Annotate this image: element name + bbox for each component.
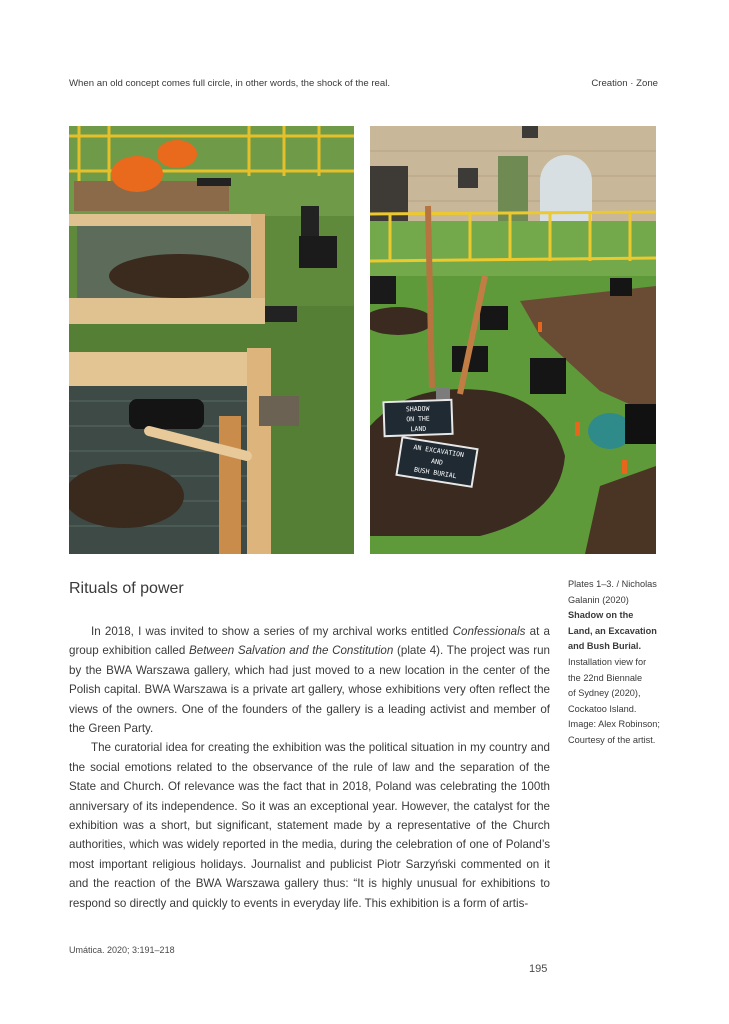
sign1-line2: ON THE [406,414,430,424]
text-run: (plate 4). The project was run by the BWA Warszawa gallery, which had just moved to a new location in the center of the Polish capital. BWA Warszawa is a private art gallery, whose exhibitions very often reflect the views of the owners. One of the founders of the gallery is a leading activist and member of the Green Party. [69,644,550,736]
caption-line: Installation view for [568,656,647,667]
sign2-line3: BUSH BURIAL [413,465,458,481]
caption-line: Image: Alex Robinson; [568,719,660,730]
sign2-line2: AND [430,457,444,467]
body-text [69,622,550,913]
paragraph [69,622,550,738]
text-run: at a group exhibition called [69,625,550,658]
photo-excavation-site [370,126,656,554]
caption-work-title: Land, an Excavation [568,625,657,636]
caption-line: of Sydney (2020), [568,688,641,699]
section-heading: Rituals of power [69,580,184,597]
figure-caption [568,577,678,749]
footer-journal-citation: Umática. 2020; 3:191–218 [69,945,175,955]
sign1-line1: SHADOW [405,404,430,414]
caption-line: Cockatoo Island. [568,703,637,714]
text-run: In 2018, I was invited to show a series of my archival works entitled [91,625,453,638]
sign-shadow-on-the-land [382,399,453,437]
text-run-italic: Between Salvation and the Constitution [189,644,394,658]
paragraph: The curatorial idea for creating the exhibition was the political situation in my country and the social emotions related to the observance of the rule of law and the separation of the State and Church. Of relevance was the fact that in 2018, Poland was celebrating the 100th anniversary of its independence. So it was an exceptional year. However, the catalyst for the exhibition was a short, but significant, statement made by a representative of the Church authorities, which was widely reported in the media, during the celebration of one of Poland’s most important religious holidays. Journalist and publicist Piotr Sarzyński commented on it and the reaction of the BWA Warszawa gallery thus: “It is highly unusual for exhibitions to respond so directly and quickly to events in everyday life. This exhibition is a form of artis- [69,741,550,910]
header-section-name: Creation · Zone [591,78,658,89]
text-run-italic: Confessionals [452,625,526,638]
sieve-tables-icon [69,126,354,554]
header-article-title: When an old concept comes full circle, in other words, the shock of the real. [69,78,391,89]
caption-work-title: Shadow on the [568,610,634,621]
caption-line: Plates 1–3. / Nicholas [568,579,657,589]
caption-line: Courtesy of the artist. [568,734,656,745]
caption-work-title: and Bush Burial. [568,641,641,652]
caption-line: the 22nd Biennale [568,672,643,683]
caption-line: Galanin (2020) [568,594,629,605]
sign1-line3: LAND [410,424,427,434]
photo-sieve-tables [69,126,354,554]
sign2-line1: AN EXCAVATION [412,443,465,460]
excavation-site-icon [370,126,656,554]
page-number: 195 [529,963,548,975]
